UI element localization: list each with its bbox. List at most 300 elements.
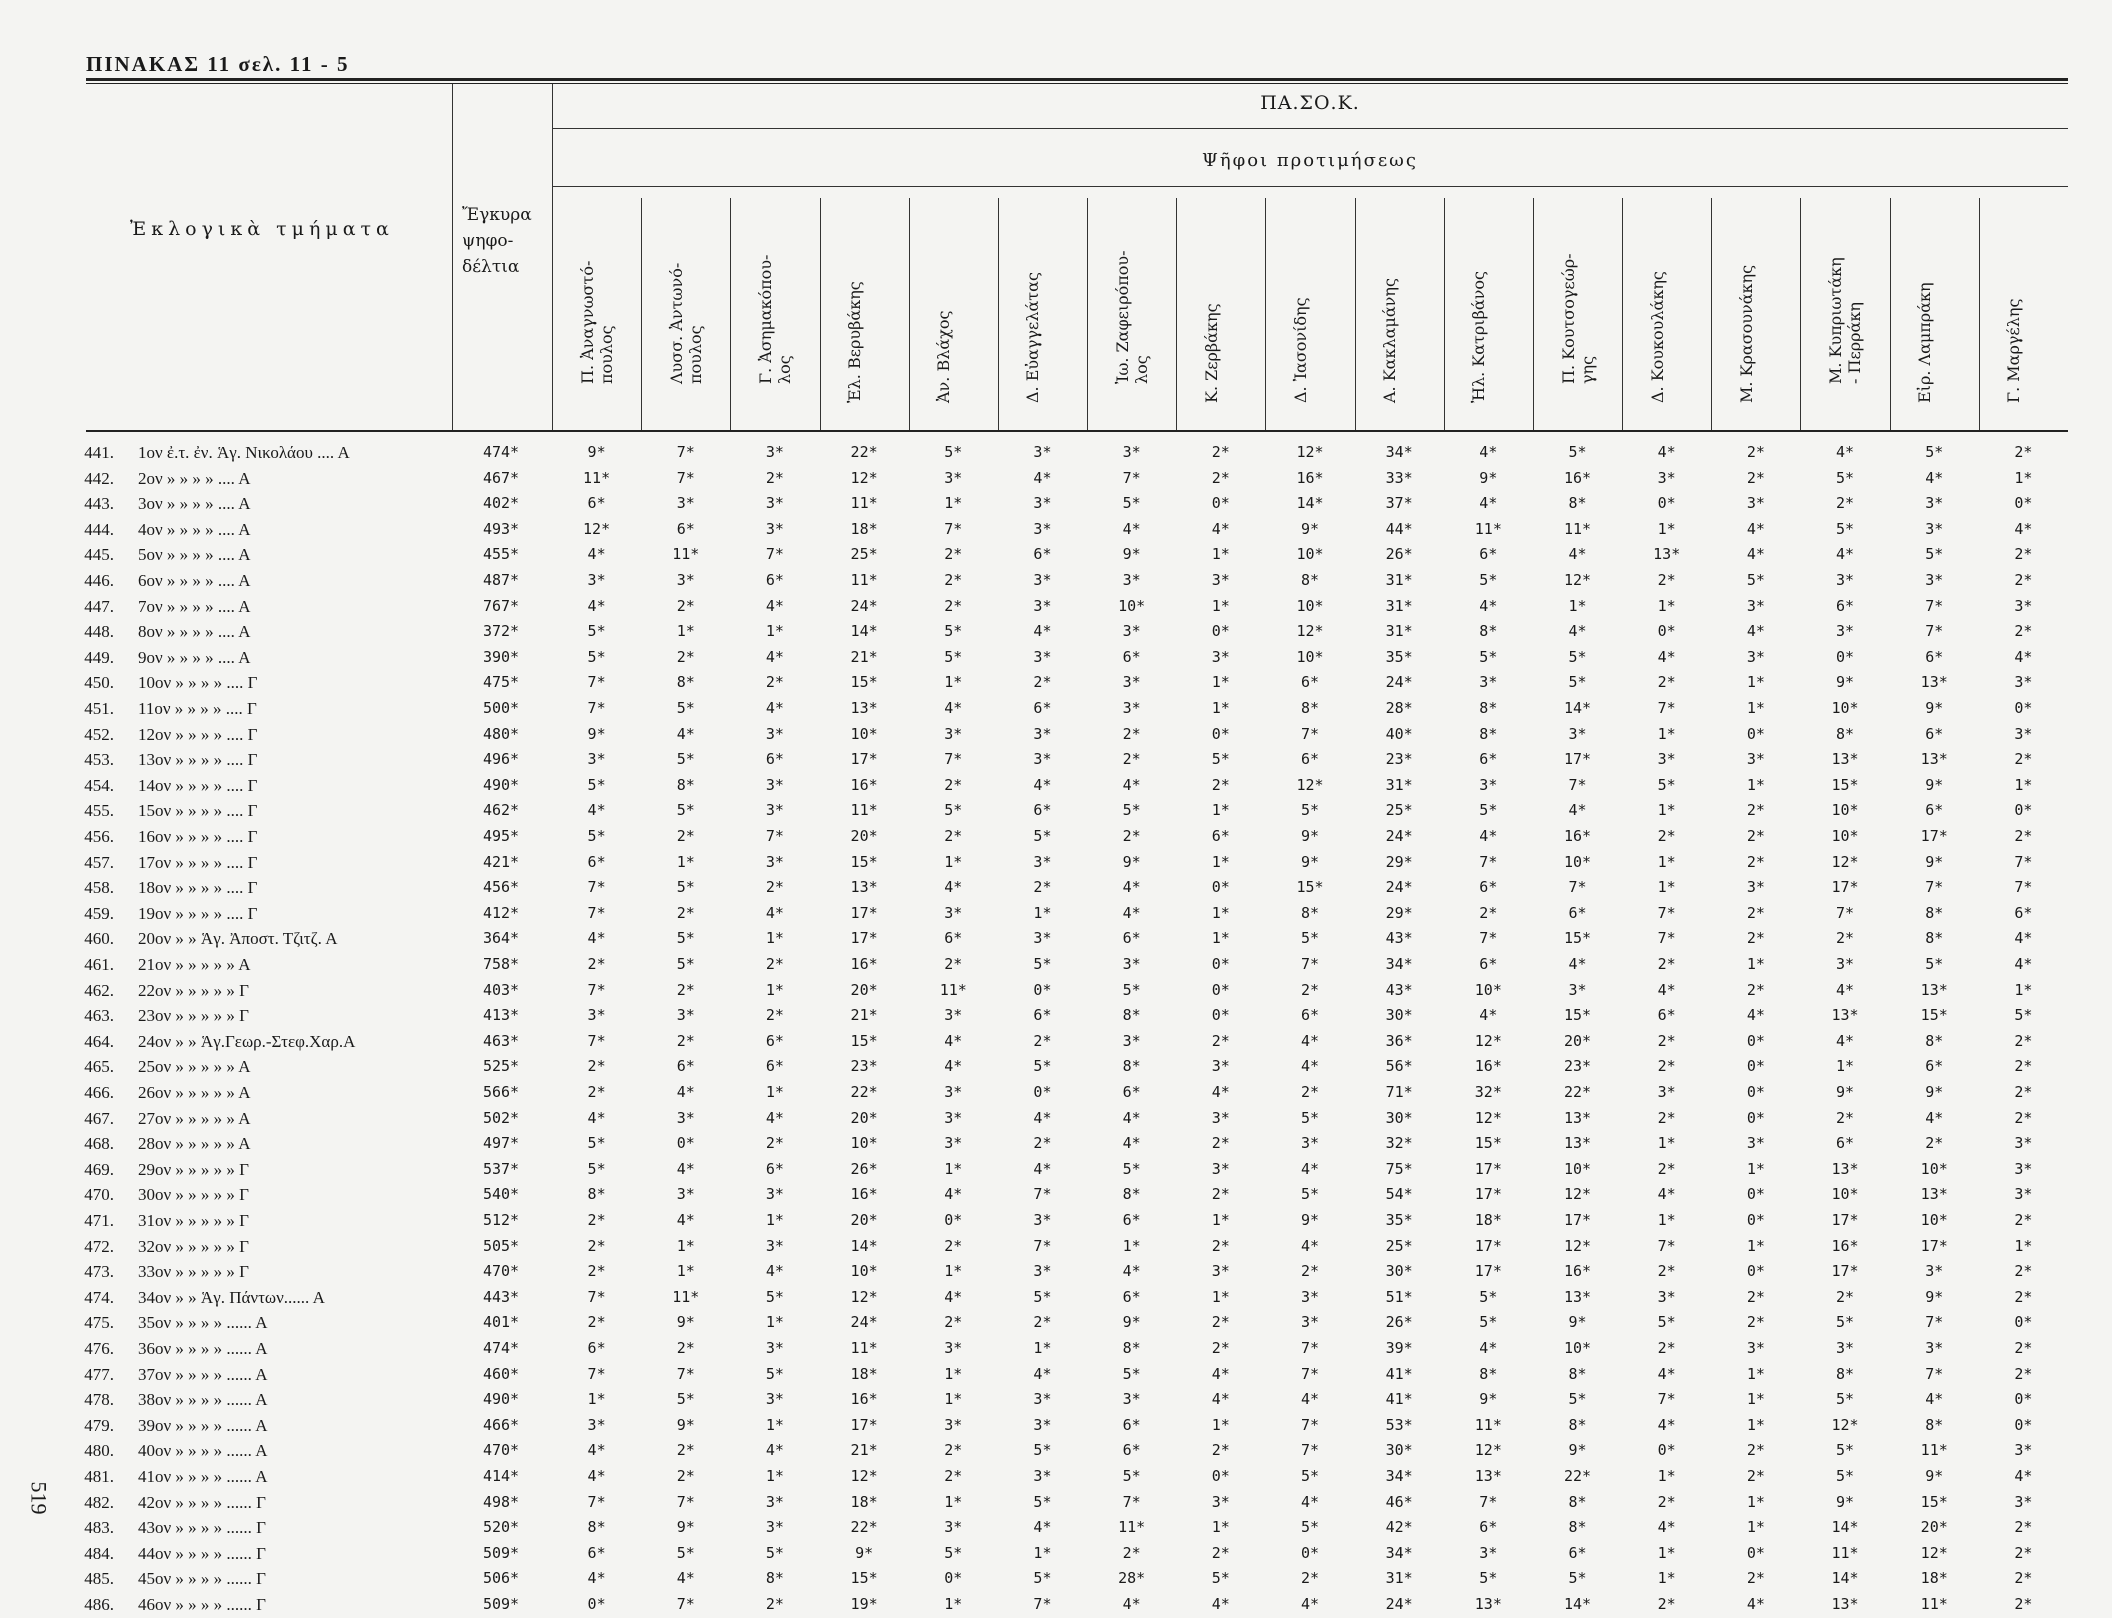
results-table — [84, 78, 2068, 1614]
preference-vote-cell: 2* — [1300, 1083, 1320, 1101]
preference-vote-cell: 0* — [2014, 801, 2033, 820]
preference-vote-cell: 34* — [1385, 1467, 1413, 1485]
section-label: 14ον » » » » .... Γ — [138, 775, 258, 795]
preference-vote-cell: 3* — [1033, 750, 1052, 769]
preference-vote-cell: 0* — [1211, 724, 1230, 743]
preference-vote-cell: 6* — [1033, 801, 1052, 820]
valid-ballots-cell: 480* — [482, 724, 520, 743]
preference-vote-cell: 0* — [2014, 1415, 2033, 1434]
preference-vote-cell: 4* — [1122, 1134, 1141, 1153]
valid-ballots-cell: 456* — [482, 878, 520, 897]
preference-vote-cell: 7* — [1925, 878, 1944, 897]
preference-vote-cell: 2* — [1211, 468, 1230, 487]
preference-vote-cell: 2* — [1746, 468, 1765, 487]
valid-ballots-cell: 509* — [482, 1595, 520, 1613]
preference-vote-cell: 2* — [1836, 1287, 1855, 1306]
preference-vote-cell: 1* — [765, 1211, 784, 1229]
preference-vote-cell: 4* — [1300, 1236, 1320, 1255]
valid-ballots-cell: 462* — [482, 801, 520, 820]
preference-vote-cell: 31* — [1385, 775, 1413, 794]
preference-vote-cell: 8* — [1122, 1057, 1141, 1076]
preference-vote-cell: 4* — [1657, 647, 1676, 666]
preference-vote-cell: 28* — [1385, 699, 1413, 717]
preference-vote-cell: 8* — [1479, 699, 1498, 717]
preference-vote-cell: 2* — [944, 596, 963, 615]
preference-vote-cell: 8* — [765, 1569, 784, 1588]
preference-vote-cell: 4* — [944, 1185, 963, 1204]
preference-vote-cell: 11* — [1563, 519, 1592, 538]
preference-vote-cell: 3* — [1033, 494, 1052, 513]
preference-vote-cell: 10* — [1831, 699, 1859, 717]
preference-vote-cell: 41* — [1385, 1390, 1413, 1409]
table-row — [86, 1592, 2068, 1618]
preference-vote-cell: 0* — [1211, 1467, 1230, 1485]
preference-vote-cell: 6* — [1211, 827, 1230, 845]
preference-vote-cell: 2* — [1836, 494, 1855, 513]
preference-vote-cell: 18* — [850, 519, 878, 538]
preference-vote-cell: 4* — [1657, 443, 1676, 461]
preference-vote-cell: 1* — [1746, 699, 1765, 717]
preference-vote-cell: 5* — [944, 622, 963, 641]
preference-vote-cell: 24* — [1385, 673, 1413, 692]
preference-vote-cell: 3* — [1836, 1339, 1855, 1357]
preference-vote-cell: 10* — [850, 724, 878, 743]
candidate-column-header — [641, 198, 730, 428]
preference-vote-cell: 3* — [944, 1415, 963, 1434]
preference-vote-cell: 6* — [1479, 750, 1498, 769]
section-label: 39ον » » » » ...... Α — [138, 1415, 268, 1435]
preference-vote-cell: 18* — [850, 1492, 878, 1511]
preference-vote-cell: 9* — [587, 724, 606, 743]
preference-vote-cell: 11* — [939, 980, 967, 999]
preference-vote-cell: 10* — [1296, 596, 1324, 615]
preference-vote-cell: 1* — [765, 622, 784, 641]
preference-vote-cell: 7* — [1657, 1390, 1676, 1409]
preference-vote-cell: 20* — [850, 827, 878, 845]
row-number: 473. — [84, 1262, 114, 1282]
preference-vote-cell: 0* — [1746, 724, 1765, 743]
preference-vote-cell: 2* — [587, 1057, 606, 1076]
preference-vote-cell: 2* — [2014, 1211, 2033, 1229]
preference-vote-cell: 14* — [850, 1236, 878, 1255]
preference-votes-header: Ψῆφοι προτιμήσεως — [1202, 150, 1418, 171]
preference-vote-cell: 3* — [2014, 1134, 2033, 1153]
preference-vote-cell: 16* — [1563, 468, 1592, 487]
valid-ballots-cell: 490* — [482, 775, 520, 794]
preference-vote-cell: 1* — [1657, 1543, 1676, 1562]
preference-vote-cell: 5* — [1122, 494, 1141, 513]
preference-vote-cell: 5* — [1300, 929, 1320, 948]
candidate-divider — [1800, 198, 1801, 430]
preference-vote-cell: 4* — [944, 878, 963, 897]
candidate-column-header — [1979, 198, 2068, 428]
preference-vote-cell: 5* — [1479, 1287, 1498, 1306]
row-number: 445. — [84, 545, 114, 565]
preference-vote-cell: 0* — [1300, 1543, 1320, 1562]
preference-vote-cell: 20* — [1563, 1031, 1592, 1050]
preference-vote-cell: 10* — [850, 1262, 878, 1281]
preference-vote-cell: 29* — [1385, 852, 1413, 871]
section-label: 44ον » » » » ...... Γ — [138, 1543, 267, 1563]
preference-vote-cell: 1* — [1657, 596, 1676, 615]
row-number: 443. — [84, 494, 114, 514]
section-label: 27ον » » » » » Α — [138, 1108, 251, 1128]
preference-vote-cell: 7* — [676, 1364, 695, 1383]
preference-vote-cell: 2* — [2014, 1057, 2033, 1076]
preference-vote-cell: 3* — [944, 903, 963, 922]
preference-vote-cell: 8* — [1568, 1492, 1587, 1511]
preference-vote-cell: 3* — [765, 443, 784, 461]
preference-vote-cell: 5* — [676, 929, 695, 948]
preference-vote-cell: 7* — [1657, 699, 1676, 717]
preference-vote-cell: 4* — [765, 596, 784, 615]
preference-vote-cell: 9* — [676, 1313, 695, 1332]
preference-vote-cell: 10* — [1474, 980, 1502, 999]
preference-vote-cell: 2* — [1746, 1467, 1765, 1485]
row-number: 455. — [84, 801, 114, 821]
preference-vote-cell: 5* — [676, 750, 695, 769]
preference-vote-cell: 2* — [2014, 750, 2033, 769]
preference-vote-cell: 1* — [1657, 801, 1676, 820]
preference-vote-cell: 1* — [2014, 1236, 2033, 1255]
preference-vote-cell: 4* — [1479, 443, 1498, 461]
section-label: 29ον » » » » » Γ — [138, 1159, 250, 1179]
preference-vote-cell: 0* — [1746, 1262, 1765, 1281]
preference-vote-cell: 6* — [1122, 1211, 1141, 1229]
section-label: 12ον » » » » .... Γ — [138, 724, 258, 744]
table-row — [86, 1310, 2068, 1336]
preference-vote-cell: 6* — [1033, 1006, 1052, 1025]
preference-vote-cell: 2* — [1746, 1287, 1765, 1306]
preference-vote-cell: 1* — [944, 1492, 963, 1511]
preference-vote-cell: 4* — [1568, 955, 1587, 973]
row-number: 450. — [84, 673, 114, 693]
preference-vote-cell: 7* — [676, 1595, 695, 1613]
preference-vote-cell: 5* — [765, 1287, 784, 1306]
preference-vote-cell: 9* — [1479, 468, 1498, 487]
preference-vote-cell: 3* — [587, 571, 606, 589]
table-row — [86, 1234, 2068, 1260]
section-label: 19ον » » » » .... Γ — [138, 903, 258, 923]
preference-vote-cell: 3* — [1746, 750, 1765, 769]
preference-vote-cell: 31* — [1385, 1569, 1413, 1588]
preference-vote-cell: 0* — [1211, 622, 1230, 641]
preference-vote-cell: 5* — [587, 775, 606, 794]
preference-vote-cell: 5* — [944, 443, 963, 461]
preference-vote-cell: 4* — [587, 929, 606, 948]
preference-vote-cell: 2* — [1657, 1339, 1676, 1357]
preference-vote-cell: 2* — [944, 1441, 963, 1460]
preference-vote-cell: 15* — [1920, 1006, 1948, 1025]
row-number: 474. — [84, 1287, 114, 1307]
preference-vote-cell: 26* — [1385, 545, 1413, 564]
valid-ballots-header: Ἔγκυρα ψηφο- δέλτια — [462, 205, 532, 277]
preference-vote-cell: 7* — [1657, 929, 1676, 948]
preference-vote-cell: 5* — [1479, 801, 1498, 820]
preference-vote-cell: 4* — [1033, 775, 1052, 794]
preference-vote-cell: 18* — [1474, 1211, 1502, 1229]
preference-vote-cell: 16* — [1296, 468, 1324, 487]
preference-vote-cell: 4* — [1657, 1518, 1676, 1537]
preference-vote-cell: 5* — [1479, 647, 1498, 666]
preference-vote-cell: 15* — [850, 852, 878, 871]
preference-vote-cell: 3* — [1746, 878, 1765, 897]
preference-vote-cell: 7* — [1568, 775, 1587, 794]
preference-vote-cell: 6* — [1122, 1083, 1141, 1101]
preference-vote-cell: 0* — [1746, 1031, 1765, 1050]
preference-vote-cell: 4* — [1122, 1108, 1141, 1127]
preference-vote-cell: 6* — [1033, 699, 1052, 717]
preference-vote-cell: 1* — [1211, 699, 1230, 717]
section-label: 4ον » » » » .... Α — [138, 519, 251, 539]
preference-vote-cell: 25* — [1385, 801, 1413, 820]
preference-vote-cell: 2* — [676, 980, 695, 999]
preference-vote-cell: 12* — [1296, 443, 1324, 461]
table-row — [86, 1515, 2068, 1541]
preference-vote-cell: 1* — [765, 1083, 784, 1101]
preference-vote-cell: 16* — [1563, 827, 1592, 845]
preference-vote-cell: 15* — [1563, 929, 1592, 948]
preference-vote-cell: 9* — [1836, 673, 1855, 692]
row-number: 475. — [84, 1313, 114, 1333]
preference-vote-cell: 9* — [1925, 775, 1944, 794]
table-row — [86, 1259, 2068, 1285]
preference-vote-cell: 4* — [1746, 519, 1765, 538]
preference-vote-cell: 16* — [1831, 1236, 1859, 1255]
row-number: 463. — [84, 1006, 114, 1026]
preference-vote-cell: 5* — [765, 1364, 784, 1383]
preference-vote-cell: 22* — [850, 1083, 878, 1101]
preference-vote-cell: 3* — [1657, 468, 1676, 487]
candidate-divider — [1979, 198, 1980, 430]
preference-vote-cell: 3* — [587, 1415, 606, 1434]
preference-vote-cell: 6* — [1925, 647, 1944, 666]
preference-vote-cell: 7* — [1300, 1415, 1320, 1434]
preference-vote-cell: 5* — [1300, 1185, 1320, 1204]
preference-vote-cell: 14* — [850, 622, 878, 641]
row-number: 453. — [84, 750, 114, 770]
preference-vote-cell: 4* — [944, 1031, 963, 1050]
row-number: 466. — [84, 1083, 114, 1102]
preference-vote-cell: 6* — [1479, 878, 1498, 897]
row-number: 476. — [84, 1339, 114, 1358]
preference-vote-cell: 4* — [944, 1287, 963, 1306]
preference-vote-cell: 3* — [1836, 571, 1855, 589]
preference-vote-cell: 2* — [2014, 443, 2033, 461]
preference-vote-cell: 5* — [2014, 1006, 2033, 1025]
preference-vote-cell: 2* — [1746, 852, 1765, 871]
row-number: 456. — [84, 827, 114, 846]
preference-vote-cell: 3* — [2014, 1492, 2033, 1511]
preference-vote-cell: 2* — [1746, 443, 1765, 461]
preference-vote-cell: 5* — [944, 801, 963, 820]
preference-vote-cell: 2* — [944, 955, 963, 973]
valid-ballots-cell: 498* — [482, 1492, 520, 1511]
preference-vote-cell: 2* — [1122, 750, 1141, 769]
row-number: 484. — [84, 1543, 114, 1563]
preference-vote-cell: 12* — [1296, 622, 1324, 641]
preference-vote-cell: 2* — [1746, 827, 1765, 845]
preference-vote-cell: 9* — [1300, 1211, 1320, 1229]
valid-ballots-cell: 474* — [482, 443, 520, 461]
row-number: 479. — [84, 1415, 114, 1435]
preference-vote-cell: 4* — [1479, 1339, 1498, 1357]
table-row — [86, 1464, 2068, 1490]
preference-vote-cell: 3* — [1122, 1390, 1141, 1409]
candidate-divider — [909, 198, 910, 430]
table-row — [86, 542, 2068, 568]
preference-vote-cell: 1* — [2014, 980, 2033, 999]
preference-vote-cell: 4* — [2014, 519, 2033, 538]
preference-vote-cell: 6* — [1925, 724, 1944, 743]
table-row — [86, 645, 2068, 671]
preference-vote-cell: 18* — [850, 1364, 878, 1383]
preference-vote-cell: 4* — [765, 1441, 784, 1460]
preference-vote-cell: 0* — [944, 1569, 963, 1588]
row-number: 462. — [84, 980, 114, 1000]
preference-vote-cell: 4* — [765, 1108, 784, 1127]
preference-vote-cell: 2* — [944, 571, 963, 589]
preference-vote-cell: 7* — [1925, 622, 1944, 641]
preference-vote-cell: 1* — [1746, 955, 1765, 973]
row-number: 467. — [84, 1108, 114, 1128]
preference-vote-cell: 2* — [587, 1236, 606, 1255]
preference-vote-cell: 2* — [1033, 1313, 1052, 1332]
preference-vote-cell: 0* — [1746, 1211, 1765, 1229]
preference-vote-cell: 2* — [1211, 775, 1230, 794]
candidate-name: Δ. Εὐαγγελάτας — [1023, 272, 1043, 403]
preference-vote-cell: 5* — [1033, 1569, 1052, 1588]
preference-vote-cell: 7* — [1122, 1492, 1141, 1511]
preference-vote-cell: 0* — [1746, 1543, 1765, 1562]
preference-vote-cell: 2* — [1657, 1159, 1676, 1178]
row-number: 470. — [84, 1185, 114, 1205]
preference-vote-cell: 9* — [1300, 519, 1320, 538]
preference-vote-cell: 2* — [1479, 903, 1498, 922]
preference-vote-cell: 2* — [765, 673, 784, 692]
preference-vote-cell: 1* — [1211, 1287, 1230, 1306]
preference-vote-cell: 12* — [1474, 1031, 1502, 1050]
preference-vote-cell: 13* — [1831, 1159, 1859, 1178]
preference-vote-cell: 3* — [2014, 673, 2033, 692]
preference-vote-cell: 5* — [1122, 1467, 1141, 1485]
preference-vote-cell: 2* — [1746, 929, 1765, 948]
preference-vote-cell: 2* — [2014, 1364, 2033, 1383]
preference-vote-cell: 3* — [944, 724, 963, 743]
preference-vote-cell: 2* — [2014, 1518, 2033, 1537]
preference-vote-cell: 3* — [1925, 1262, 1944, 1281]
preference-vote-cell: 3* — [765, 1236, 784, 1255]
preference-vote-cell: 0* — [1211, 494, 1230, 513]
preference-vote-cell: 2* — [2014, 1543, 2033, 1562]
preference-vote-cell: 2* — [676, 903, 695, 922]
row-number: 454. — [84, 775, 114, 795]
preference-vote-cell: 1* — [1122, 1236, 1141, 1255]
preference-vote-cell: 10* — [1563, 852, 1592, 871]
preference-vote-cell: 3* — [1925, 571, 1944, 589]
preference-vote-cell: 16* — [850, 955, 878, 973]
table-row — [86, 568, 2068, 594]
preference-vote-cell: 1* — [676, 622, 695, 641]
preference-vote-cell: 3* — [1122, 571, 1141, 589]
preference-vote-cell: 3* — [1479, 1543, 1498, 1562]
preference-vote-cell: 9* — [676, 1415, 695, 1434]
preference-vote-cell: 8* — [587, 1185, 606, 1204]
preference-vote-cell: 1* — [676, 1236, 695, 1255]
preference-vote-cell: 2* — [1122, 827, 1141, 845]
preference-vote-cell: 5* — [1925, 955, 1944, 973]
preference-vote-cell: 7* — [1568, 878, 1587, 897]
preference-vote-cell: 3* — [1746, 1339, 1765, 1357]
preference-vote-cell: 17* — [850, 1415, 878, 1434]
preference-vote-cell: 0* — [1657, 622, 1676, 641]
preference-vote-cell: 10* — [1831, 1185, 1859, 1204]
section-label: 9ον » » » » .... Α — [138, 647, 251, 667]
candidate-divider — [1355, 198, 1356, 430]
preference-vote-cell: 10* — [1563, 1159, 1592, 1178]
preference-vote-cell: 5* — [1836, 468, 1855, 487]
valid-ballots-cell: 505* — [482, 1236, 520, 1255]
preference-vote-cell: 9* — [1479, 1390, 1498, 1409]
section-label: 34ον » » Ἁγ. Πάντων...... Α — [138, 1287, 325, 1307]
preference-vote-cell: 35* — [1385, 1211, 1413, 1229]
preference-vote-cell: 4* — [1300, 1031, 1320, 1050]
preference-vote-cell: 6* — [676, 519, 695, 538]
preference-vote-cell: 13* — [1653, 545, 1681, 564]
preference-vote-cell: 2* — [2014, 1339, 2033, 1357]
preference-vote-cell: 5* — [1657, 775, 1676, 794]
preference-vote-cell: 3* — [1211, 1262, 1230, 1281]
preference-vote-cell: 7* — [1479, 1492, 1498, 1511]
valid-ballots-cell: 403* — [482, 980, 520, 999]
preference-vote-cell: 2* — [1746, 980, 1765, 999]
preference-vote-cell: 2* — [2014, 827, 2033, 845]
preference-vote-cell: 56* — [1385, 1057, 1413, 1076]
preference-vote-cell: 4* — [1211, 1390, 1230, 1409]
preference-vote-cell: 4* — [1479, 494, 1498, 513]
candidate-name: Ἀν. Βλάχος — [934, 310, 954, 403]
preference-vote-cell: 2* — [676, 1339, 695, 1357]
preference-vote-cell: 8* — [1479, 724, 1498, 743]
preference-vote-cell: 5* — [1122, 980, 1141, 999]
preference-vote-cell: 5* — [1479, 1313, 1498, 1332]
preference-vote-cell: 8* — [1925, 929, 1944, 948]
preference-vote-cell: 15* — [1831, 775, 1859, 794]
preference-vote-cell: 3* — [1300, 1313, 1320, 1332]
preference-vote-cell: 4* — [1122, 878, 1141, 897]
preference-vote-cell: 8* — [1122, 1006, 1141, 1025]
preference-vote-cell: 1* — [1211, 929, 1230, 948]
preference-vote-cell: 54* — [1385, 1185, 1413, 1204]
preference-vote-cell: 5* — [765, 1543, 784, 1562]
preference-vote-cell: 15* — [1563, 1006, 1592, 1025]
preference-vote-cell: 11* — [672, 1287, 700, 1306]
preference-vote-cell: 6* — [765, 571, 784, 589]
preference-vote-cell: 12* — [1831, 852, 1859, 871]
preference-vote-cell: 6* — [587, 1543, 606, 1562]
preference-vote-cell: 7* — [1300, 1364, 1320, 1383]
preference-vote-cell: 3* — [765, 1492, 784, 1511]
candidate-divider — [1176, 198, 1177, 430]
valid-ballots-cell: 500* — [482, 699, 520, 717]
preference-vote-cell: 13* — [1563, 1287, 1592, 1306]
table-row — [86, 1336, 2068, 1362]
preference-vote-cell: 3* — [1746, 596, 1765, 615]
header-bottom-rule — [86, 430, 2068, 432]
preference-vote-cell: 5* — [676, 699, 695, 717]
preference-vote-cell: 2* — [1122, 1543, 1141, 1562]
preference-vote-cell: 1* — [1211, 545, 1230, 564]
